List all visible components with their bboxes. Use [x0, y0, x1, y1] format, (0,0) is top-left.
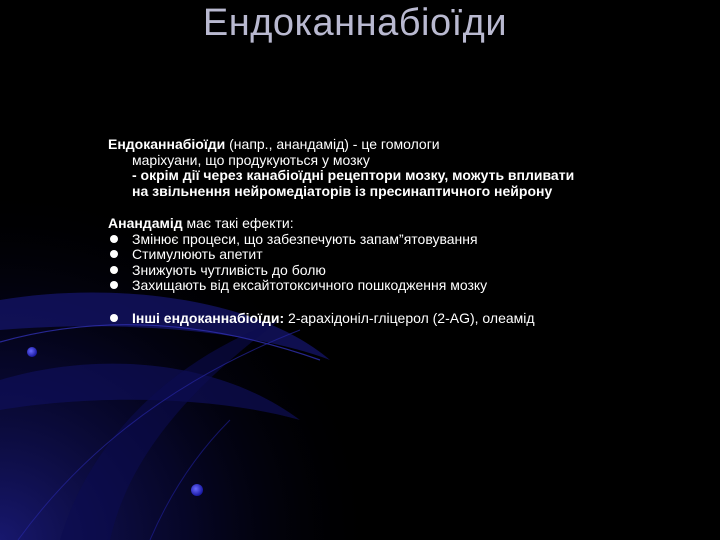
p1-continuation: маріхуани, що продукуються у мозку — [132, 151, 370, 168]
paragraph-2 — [108, 216, 578, 232]
p3-term: Інші ендоканнабіоїди: — [132, 309, 285, 326]
p1-term: Ендоканнабіоїди — [108, 136, 226, 152]
bullet-item — [108, 278, 578, 294]
bullet-icon — [110, 250, 118, 258]
bullet-item — [108, 263, 578, 279]
p2-term: Анандамід — [108, 215, 183, 231]
p2-text: має такі ефекти: — [182, 215, 294, 231]
bullet-icon — [110, 266, 118, 274]
bullet-text: Стимулюють апетит — [132, 246, 263, 262]
p1-bold-note: - окрім дії через канабіоїдні рецептори мозку, можуть впливати на звільнення нейромедіаторів із пресинаптичного нейрону — [132, 167, 575, 199]
bullet-text: Захищають від ексайтотоксичного пошкодження мозку — [132, 277, 488, 293]
p3-text: 2-арахідоніл-гліцерол (2-AG), олеамід — [284, 309, 535, 326]
slide-content — [108, 137, 578, 326]
bullet-icon — [110, 281, 118, 289]
bullet-item — [108, 247, 578, 263]
bullet-item-other — [108, 311, 578, 327]
paragraph-1 — [108, 137, 578, 153]
slide-title: Ендоканнабіоїди — [202, 2, 508, 44]
p1-text: (напр., анандамід) - це гомологи — [225, 136, 440, 152]
bullet-item — [108, 232, 578, 248]
bullet-icon — [110, 235, 118, 243]
bullet-text: Знижують чутливість до болю — [132, 261, 326, 278]
bullet-text: Змінює процеси, що забезпечують запам”ятовування — [132, 230, 478, 247]
bullet-icon — [110, 314, 118, 322]
